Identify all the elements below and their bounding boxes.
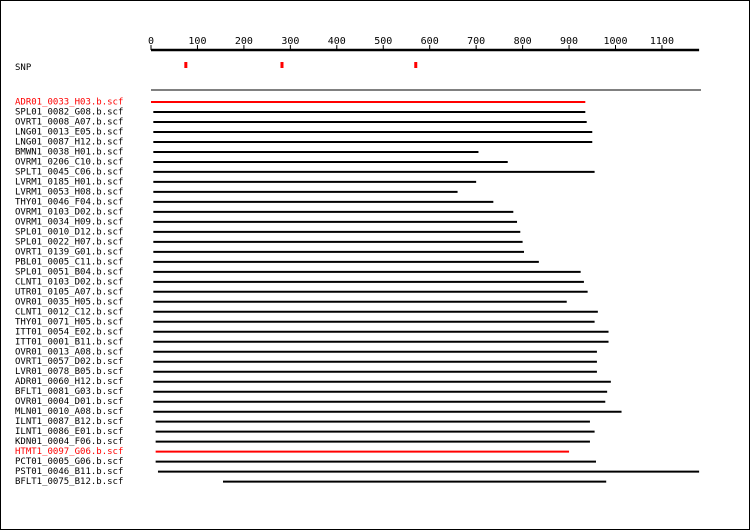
ruler-tick-label: 100 <box>188 36 207 47</box>
read-name-label[interactable]: SPLT1_0045_C06.b.scf <box>15 167 124 178</box>
snp-marker[interactable] <box>184 62 187 68</box>
read-name-label[interactable]: OVRM1_0103_D02.b.scf <box>15 207 124 218</box>
read-name-label[interactable]: ADR01_0060_H12.b.scf <box>15 377 124 388</box>
ruler-tick-label: 1100 <box>649 36 674 47</box>
read-name-label[interactable]: SPL01_0051_B04.b.scf <box>15 267 124 278</box>
read-name-label[interactable]: OVR01_0013_A08.b.scf <box>15 347 124 358</box>
snp-track-label: SNP <box>15 63 32 73</box>
read-name-label[interactable]: SPL01_0082_G08.b.scf <box>15 107 124 118</box>
read-name-label[interactable]: UTR01_0105_A07.b.scf <box>15 287 124 298</box>
read-name-label[interactable]: OVR01_0004_D01.b.scf <box>15 397 124 408</box>
read-name-label[interactable]: CLNT1_0012_C12.b.scf <box>15 307 124 318</box>
read-name-label[interactable]: OVRT1_0008_A07.b.scf <box>15 117 124 128</box>
read-name-label[interactable]: OVR01_0035_H05.b.scf <box>15 297 124 308</box>
read-name-label[interactable]: THY01_0046_F04.b.scf <box>15 197 124 208</box>
ruler-tick-label: 600 <box>420 36 439 47</box>
read-name-label[interactable]: OVRM1_0034_H09.b.scf <box>15 217 124 228</box>
read-name-label[interactable]: OVRT1_0057_D02.b.scf <box>15 357 124 368</box>
read-name-label[interactable]: LNG01_0087_H12.b.scf <box>15 137 124 148</box>
read-name-label[interactable]: PST01_0046_B11.b.scf <box>15 467 124 478</box>
read-name-label[interactable]: ADR01_0033_H03.b.scf <box>15 97 124 108</box>
read-name-label[interactable]: PBL01_0005_C11.b.scf <box>15 257 124 268</box>
read-name-label[interactable]: MLN01_0010_A08.b.scf <box>15 407 124 418</box>
alignment-viewer-canvas <box>1 1 749 529</box>
snp-marker[interactable] <box>414 62 417 68</box>
read-name-label[interactable]: ITT01_0001_B11.b.scf <box>15 337 124 348</box>
ruler-tick-label: 200 <box>234 36 253 47</box>
ruler-tick-label: 700 <box>467 36 486 47</box>
read-name-label[interactable]: SPL01_0010_D12.b.scf <box>15 227 124 238</box>
read-name-label[interactable]: LVR01_0078_B05.b.scf <box>15 367 124 378</box>
read-name-label[interactable]: CLNT1_0103_D02.b.scf <box>15 277 124 288</box>
ruler-tick-label: 800 <box>513 36 532 47</box>
read-name-label[interactable]: PCT01_0005_G06.b.scf <box>15 457 124 468</box>
read-name-label[interactable]: OVRM1_0206_C10.b.scf <box>15 157 124 168</box>
read-name-label[interactable]: HTMT1_0097_G06.b.scf <box>15 447 124 458</box>
read-name-label[interactable]: LNG01_0013_E05.b.scf <box>15 127 124 138</box>
read-name-label[interactable]: LVRM1_0185_H01.b.scf <box>15 177 124 188</box>
read-name-label[interactable]: BFLT1_0081_G03.b.scf <box>15 387 124 398</box>
read-name-label[interactable]: BMWN1_0038_H01.b.scf <box>15 147 124 158</box>
read-name-label[interactable]: BFLT1_0075_B12.b.scf <box>15 477 124 488</box>
read-name-label[interactable]: ILNT1_0087_B12.b.scf <box>15 417 124 428</box>
ruler-tick-label: 1000 <box>603 36 628 47</box>
ruler-tick-label: 300 <box>281 36 300 47</box>
read-name-label[interactable]: THY01_0071_H05.b.scf <box>15 317 124 328</box>
ruler-tick-label: 400 <box>327 36 346 47</box>
read-name-label[interactable]: ILNT1_0086_E01.b.scf <box>15 427 124 438</box>
read-name-label[interactable]: KDN01_0004_F06.b.scf <box>15 437 124 448</box>
ruler-tick-label: 0 <box>147 36 155 47</box>
ruler-tick-label: 900 <box>560 36 579 47</box>
read-name-label[interactable]: SPL01_0022_H07.b.scf <box>15 237 124 248</box>
read-name-label[interactable]: LVRM1_0053_H08.b.scf <box>15 187 124 198</box>
snp-marker[interactable] <box>280 62 283 68</box>
ruler-tick-label: 500 <box>374 36 393 47</box>
read-name-label[interactable]: OVRT1_0139_G01.b.scf <box>15 247 124 258</box>
read-name-label[interactable]: ITT01_0054_E02.b.scf <box>15 327 124 338</box>
